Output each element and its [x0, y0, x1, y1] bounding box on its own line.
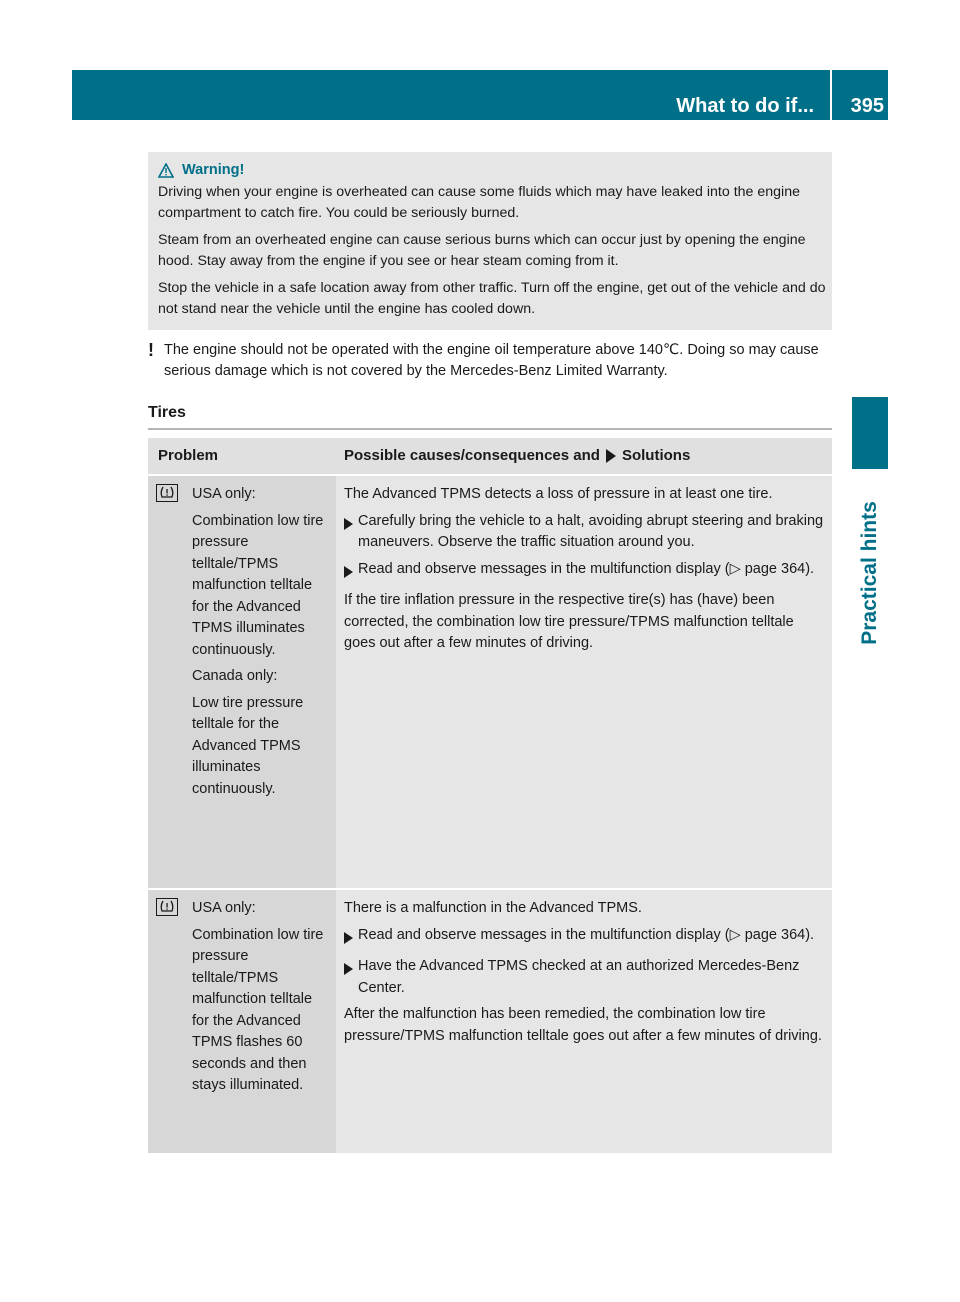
solution-cell [336, 476, 832, 888]
page-number: 395 [850, 95, 884, 117]
step-arrow-icon [344, 961, 358, 999]
header-solutions-prefix: Possible causes/consequences and [344, 447, 600, 464]
problem-text: Low tire pressure telltale for the Advanced TPMS illuminates continuously. [192, 694, 304, 797]
tires-table [148, 438, 832, 1155]
header-problem: Problem [158, 447, 219, 464]
tire-pressure-telltale-icon [156, 484, 192, 878]
chapter-label-text: Practical hints [858, 501, 881, 645]
problem-cell [148, 890, 336, 1153]
warning-heading [158, 160, 832, 180]
damage-note [148, 340, 838, 382]
table-row [148, 890, 832, 1155]
header-divider [830, 70, 832, 120]
warning-box [148, 152, 832, 330]
problem-text: Combination low tire pressure telltale/TPMS malfunction telltale for the Advanced TPMS illuminates continuously. [192, 512, 324, 658]
warning-paragraph: Driving when your engine is overheated can cause some fluids which may have leaked into the engine compartment to catch fire. You could be seriously burned. [158, 184, 800, 221]
solution-step [344, 956, 828, 999]
warning-paragraph: Steam from an overheated engine can cause serious burns which can occur just by opening the engine hood. Stay away from the engine if you see or hear steam coming from it. [158, 232, 806, 269]
problem-cell [148, 476, 336, 888]
warning-triangle-icon [158, 163, 174, 178]
step-arrow-icon [344, 930, 358, 952]
header-bar [72, 70, 888, 120]
warning-paragraph: Stop the vehicle in a safe location away from other traffic. Turn off the engine, get out of the vehicle and do not stand near the vehicle until the engine has cooled down. [158, 280, 826, 317]
solution-step [344, 925, 828, 952]
problem-text: Combination low tire pressure telltale/TPMS malfunction telltale for the Advanced TPMS flashes 60 seconds and then stays illuminated. [192, 926, 324, 1093]
step-text: Read and observe messages in the multifunction display (▷ page 364). [358, 560, 815, 577]
solutions-arrow-icon [606, 449, 616, 463]
table-header [148, 438, 832, 476]
header-solutions-suffix: Solutions [621, 447, 691, 464]
step-text: Read and observe messages in the multifunction display (▷ page 364). [358, 926, 815, 943]
tire-pressure-telltale-icon [156, 898, 192, 1143]
exclamation-icon: ! [148, 340, 154, 360]
chapter-label [852, 478, 888, 668]
section-header-title: What to do if... [676, 95, 814, 117]
problem-text: USA only: [192, 900, 256, 916]
step-arrow-icon [344, 564, 358, 586]
section-divider [148, 428, 832, 430]
problem-text: Canada only: [192, 668, 278, 684]
solution-outro: If the tire inflation pressure in the respective tire(s) has (have) been corrected, the combination low tire pressure/TPMS malfunction telltale goes out after a few minutes of driving. [344, 592, 794, 651]
note-text: The engine should not be operated with the engine oil temperature above 140℃. Doing so may cause serious damage which is not covered by the Mercedes-Benz Limited Warranty. [164, 342, 819, 379]
solution-cell [336, 890, 832, 1153]
solution-step [344, 511, 828, 554]
solution-intro: The Advanced TPMS detects a loss of pressure in at least one tire. [344, 486, 773, 502]
solution-step [344, 559, 828, 586]
table-row [148, 476, 832, 890]
step-text: Carefully bring the vehicle to a halt, avoiding abrupt steering and braking maneuvers. Observe the traffic situation around you. [358, 512, 824, 550]
chapter-tab [852, 397, 888, 469]
warning-title: Warning! [182, 161, 245, 178]
step-text: Have the Advanced TPMS checked at an authorized Mercedes-Benz Center. [358, 958, 800, 996]
section-title: Tires [148, 404, 186, 421]
solution-outro: After the malfunction has been remedied, the combination low tire pressure/TPMS malfunction telltale goes out after a few minutes of driving. [344, 1006, 822, 1044]
solution-intro: There is a malfunction in the Advanced TPMS. [344, 900, 642, 916]
problem-text: USA only: [192, 486, 256, 502]
header-solutions [336, 438, 832, 474]
step-arrow-icon [344, 516, 358, 554]
